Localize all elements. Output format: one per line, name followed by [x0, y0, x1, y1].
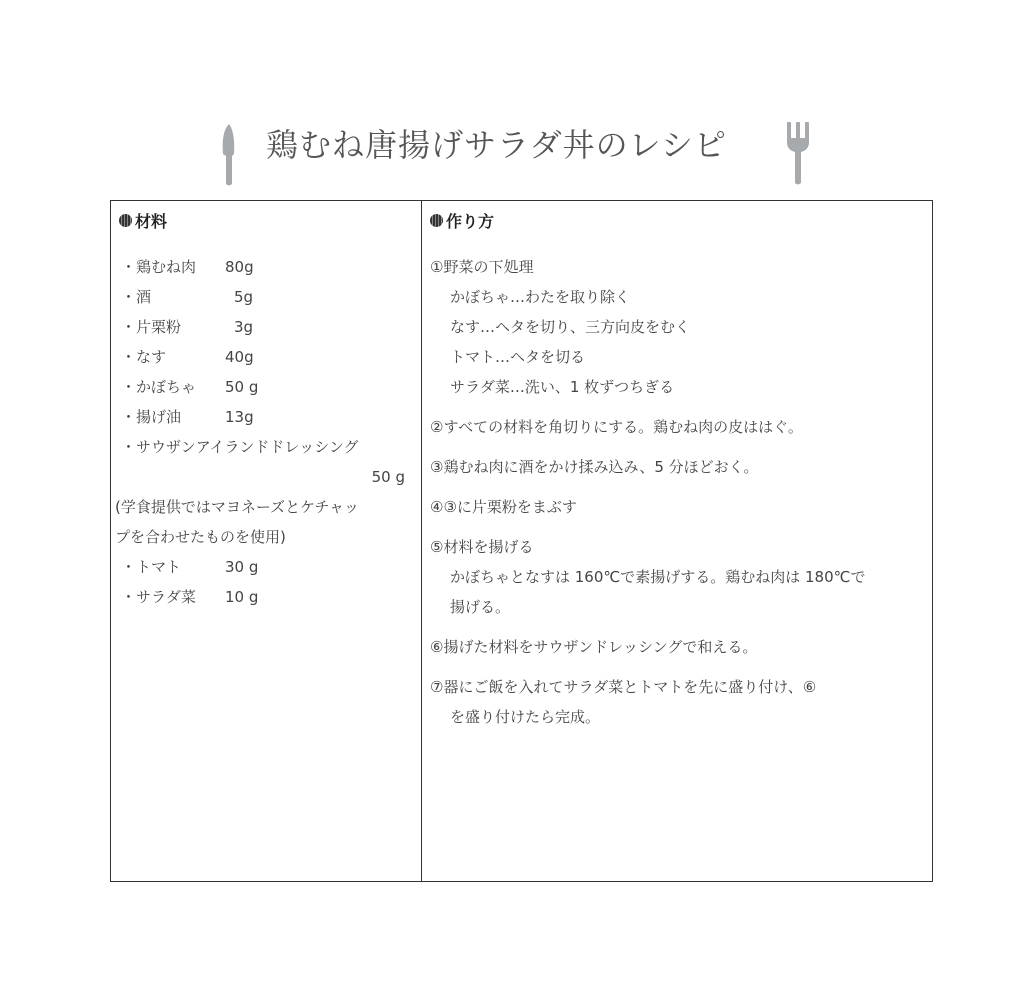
ingredient-item: ・かぼちゃ 50 g — [121, 378, 259, 396]
step-1: ①野菜の下処理 かぼちゃ…わたを取り除く なす…ヘタを切り、三方向皮をむく トマト…ヘタを切る サラダ菜…洗い、1 枚ずつちぎる — [430, 258, 691, 396]
ingredient-item: ・なす 40g — [121, 348, 254, 366]
ingredient-note-line: (学食提供ではマヨネーズとケチャッ — [115, 498, 360, 516]
ingredient-item: ・揚げ油 13g — [121, 408, 254, 426]
knife-icon — [220, 124, 238, 186]
page-title: 鶏むね唐揚げサラダ丼のレシピ — [266, 126, 727, 164]
ingredients-column — [111, 201, 422, 881]
ingredient-note-line: プを合わせたものを使用) — [115, 528, 286, 546]
ingredient-item: ・鶏むね肉 80g — [121, 258, 254, 276]
ingredients-heading: 材料 — [119, 209, 167, 232]
ingredient-list — [115, 253, 417, 613]
ingredient-item-dressing: ・サウザンアイランドドレッシング — [121, 438, 359, 456]
step-3: ③鶏むね肉に酒をかけ揉み込み、5 分ほどおく。 — [430, 458, 759, 476]
step-5: ⑤材料を揚げる かぼちゃとなすは 160℃で素揚げする。鶏むね肉は 180℃で 揚げる。 — [430, 538, 866, 616]
bullet-dot-icon — [119, 214, 132, 227]
recipe-table — [110, 200, 933, 882]
title-row — [0, 118, 1013, 188]
step-7: ⑦器にご飯を入れてサラダ菜とトマトを先に盛り付け、⑥ を盛り付けたら完成。 — [430, 678, 817, 726]
ingredient-item: ・酒 5g — [121, 288, 254, 306]
fork-icon — [784, 122, 812, 186]
steps-list — [430, 253, 926, 743]
steps-heading: 作り方 — [430, 209, 494, 232]
step-4: ④③に片栗粉をまぶす — [430, 498, 577, 516]
step-6: ⑥揚げた材料をサウザンドレッシングで和える。 — [430, 638, 758, 656]
step-2: ②すべての材料を角切りにする。鶏むね肉の皮ははぐ。 — [430, 418, 803, 436]
ingredient-amount-dressing: 50 g — [371, 468, 405, 486]
ingredient-item: ・片栗粉 3g — [121, 318, 254, 336]
ingredient-item: ・トマト 30 g — [121, 558, 259, 576]
ingredient-item: ・サラダ菜 10 g — [121, 588, 259, 606]
bullet-dot-icon — [430, 214, 443, 227]
steps-column — [422, 201, 932, 881]
